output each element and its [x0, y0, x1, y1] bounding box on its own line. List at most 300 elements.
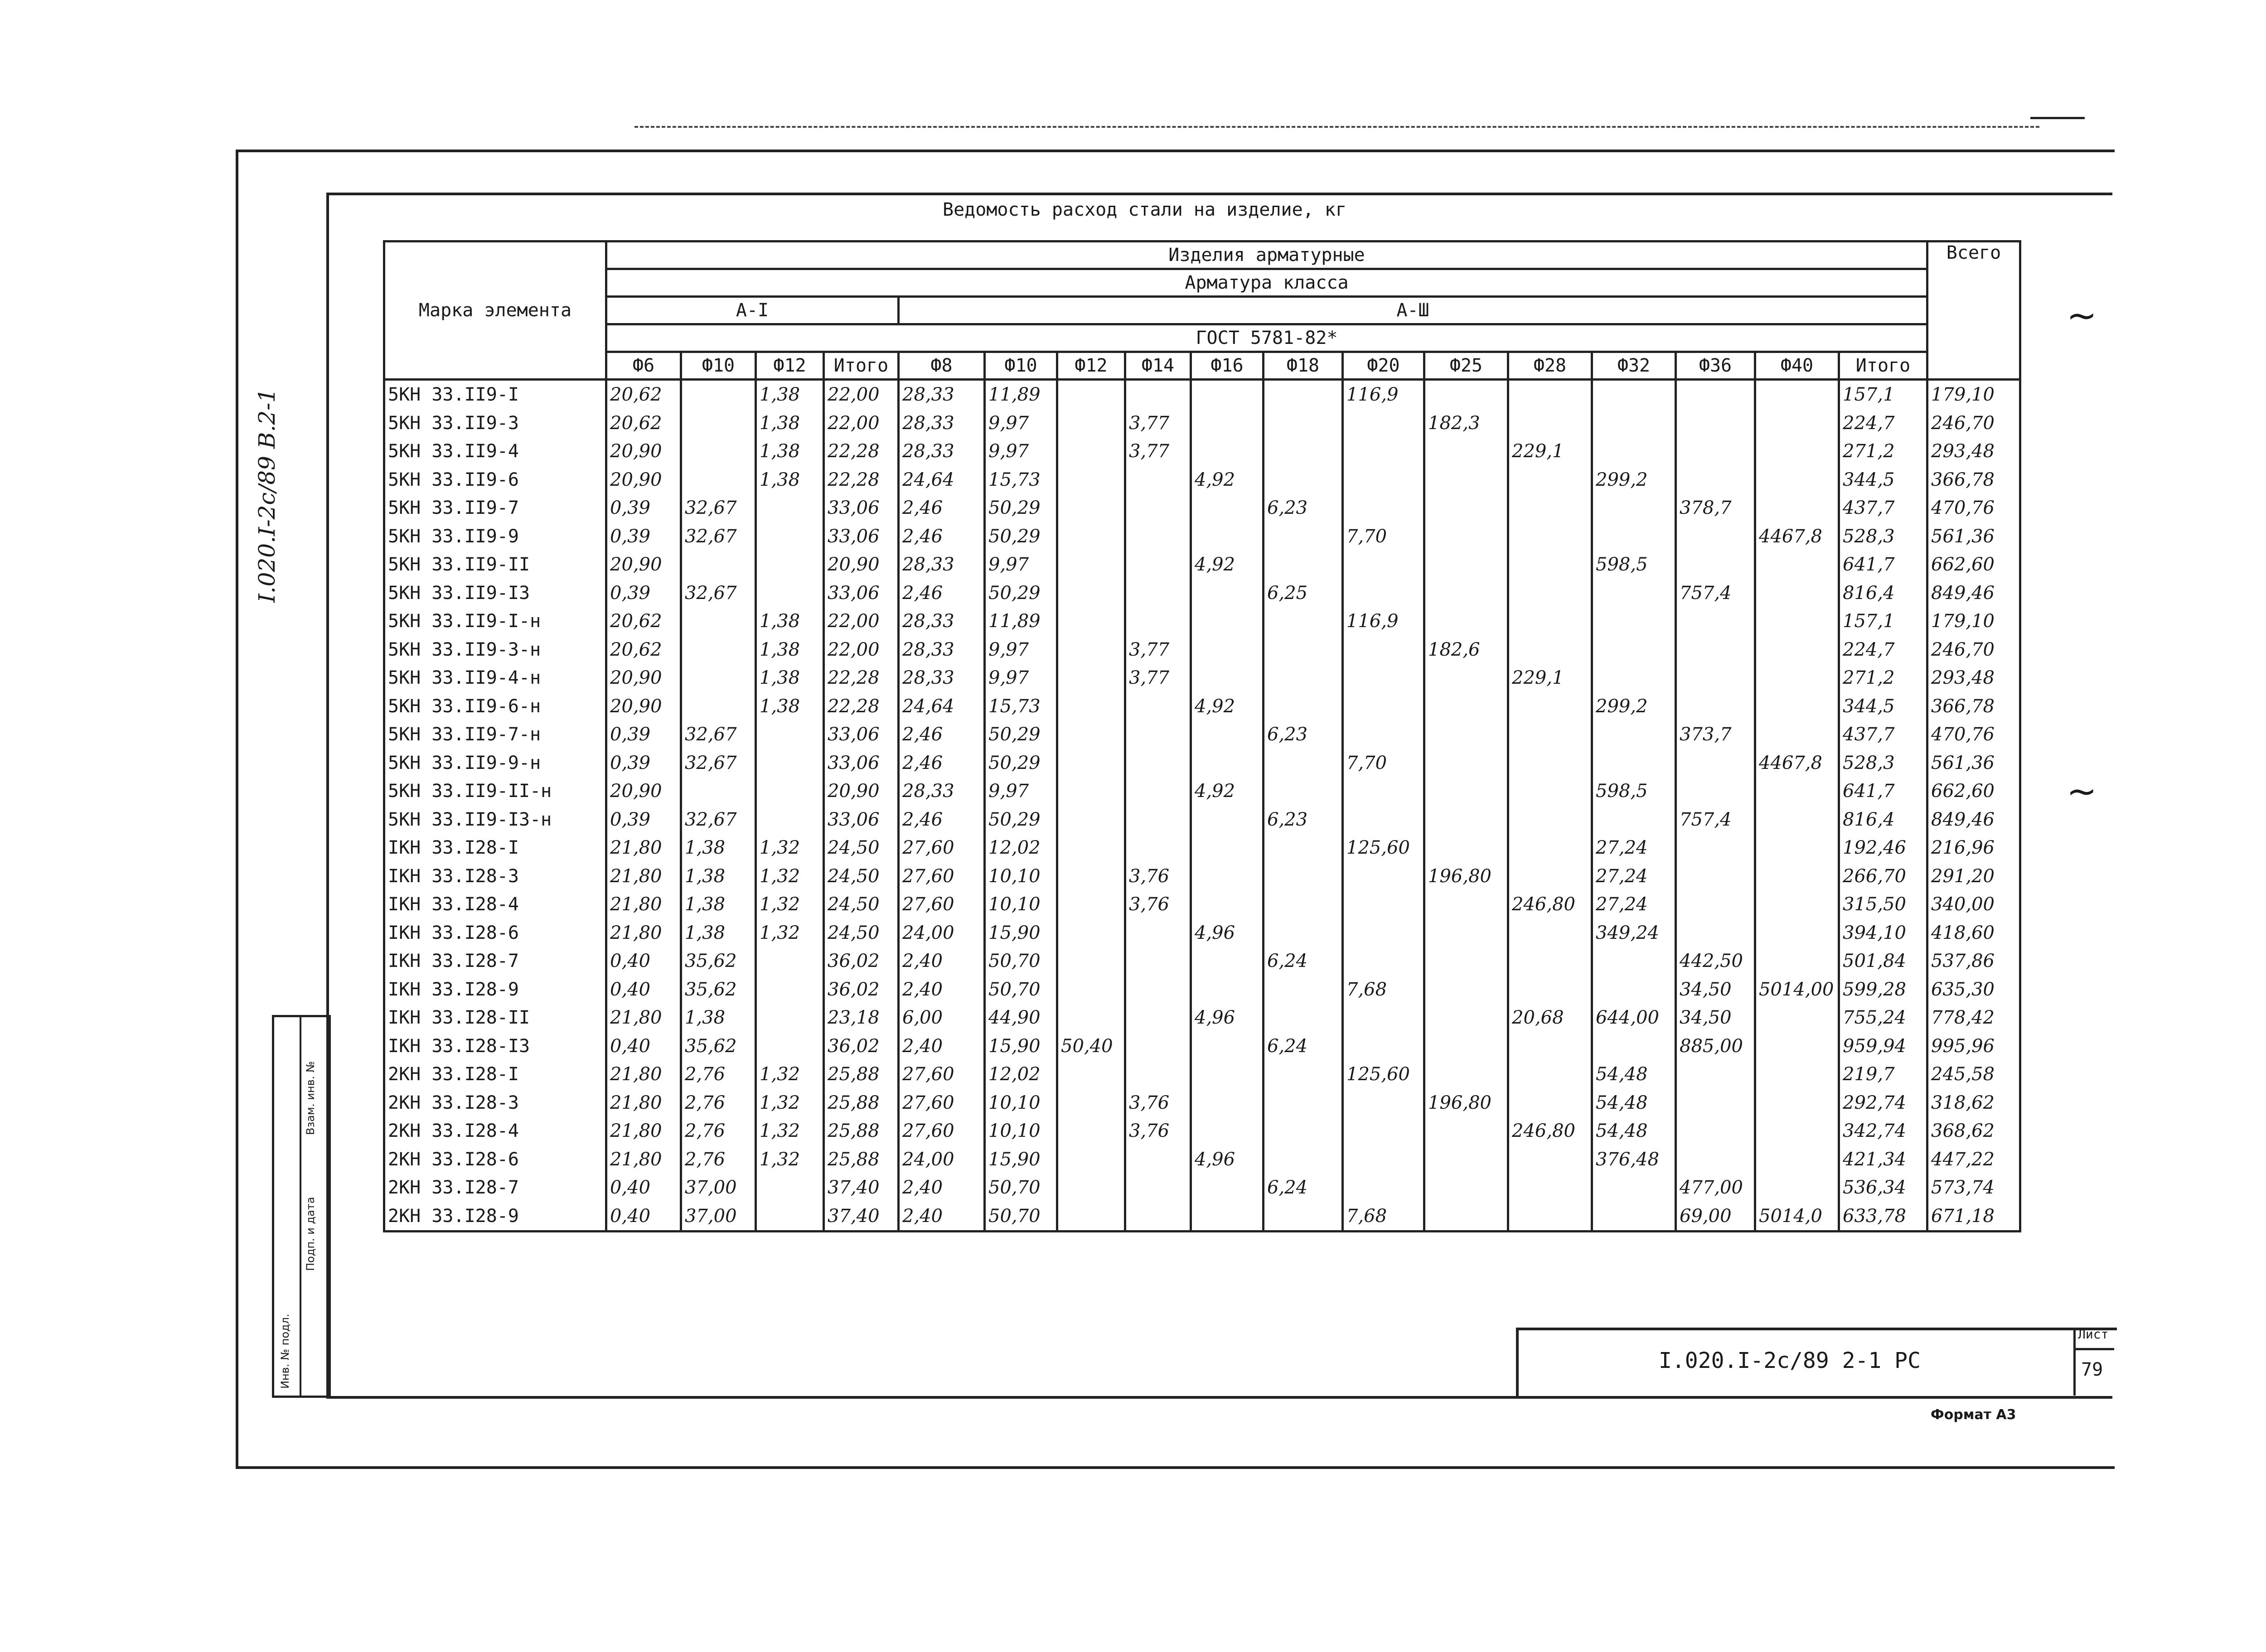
value-cell: 27,24 — [1592, 834, 1676, 862]
value-cell — [1755, 1089, 1839, 1117]
value-cell — [1125, 749, 1191, 778]
value-cell: 125,60 — [1343, 834, 1424, 862]
side-document-code: I.020.I-2c/89 В.2-1 — [254, 388, 280, 603]
value-cell — [756, 1174, 824, 1202]
value-cell: 271,2 — [1839, 664, 1927, 692]
value-cell — [1264, 551, 1343, 579]
table-row — [384, 1004, 2020, 1032]
value-cell: 27,24 — [1592, 890, 1676, 919]
value-cell — [1343, 466, 1424, 494]
element-mark-cell: 2КН 33.I28-4 — [384, 1117, 606, 1145]
value-cell: 662,60 — [1927, 777, 2020, 806]
value-cell — [1125, 947, 1191, 976]
value-cell: 447,22 — [1927, 1145, 2020, 1174]
value-cell — [1508, 947, 1592, 976]
value-cell: 20,90 — [606, 551, 681, 579]
table-row — [384, 466, 2020, 494]
value-cell: 3,76 — [1125, 1117, 1191, 1145]
value-cell: 1,38 — [756, 466, 824, 494]
element-mark-cell: IКН 33.I28-7 — [384, 947, 606, 976]
value-cell — [1592, 749, 1676, 778]
value-cell: 22,00 — [824, 607, 899, 636]
value-cell — [1508, 636, 1592, 664]
value-cell — [1264, 834, 1343, 862]
column-header: Ф16 — [1191, 352, 1264, 380]
value-cell — [1057, 607, 1125, 636]
value-cell — [1125, 579, 1191, 608]
value-cell: 4,96 — [1191, 1004, 1264, 1032]
value-cell: 192,46 — [1839, 834, 1927, 862]
value-cell: 22,28 — [824, 466, 899, 494]
value-cell: 2,40 — [899, 1202, 985, 1232]
column-header: Ф25 — [1424, 352, 1508, 380]
value-cell: 3,76 — [1125, 890, 1191, 919]
value-cell: 9,97 — [985, 551, 1057, 579]
value-cell — [1755, 579, 1839, 608]
value-cell: 1,38 — [756, 380, 824, 409]
value-cell: 437,7 — [1839, 720, 1927, 749]
value-cell — [1424, 720, 1508, 749]
value-cell — [756, 579, 824, 608]
value-cell: 32,67 — [681, 579, 756, 608]
value-cell: 3,77 — [1125, 636, 1191, 664]
value-cell — [1755, 636, 1839, 664]
value-cell: 6,24 — [1264, 1032, 1343, 1061]
value-cell — [756, 1004, 824, 1032]
element-mark-cell: 5КН 33.II9-I3 — [384, 579, 606, 608]
value-cell — [1424, 692, 1508, 721]
value-cell — [1755, 919, 1839, 947]
value-cell: 995,96 — [1927, 1032, 2020, 1061]
value-cell — [1508, 494, 1592, 522]
value-cell: 37,00 — [681, 1174, 756, 1202]
value-cell: 50,29 — [985, 522, 1057, 551]
value-cell — [1125, 1004, 1191, 1032]
document-code: I.020.I-2c/89 2-1 РС — [1659, 1348, 1921, 1373]
value-cell — [1125, 1202, 1191, 1232]
value-cell — [681, 466, 756, 494]
value-cell — [1424, 522, 1508, 551]
value-cell — [1676, 692, 1755, 721]
value-cell: 20,90 — [824, 777, 899, 806]
value-cell — [1057, 551, 1125, 579]
value-cell — [1676, 919, 1755, 947]
value-cell: 1,38 — [756, 664, 824, 692]
element-mark-cell: IКН 33.I28-3 — [384, 862, 606, 891]
value-cell — [1191, 1117, 1264, 1145]
value-cell — [1057, 976, 1125, 1004]
value-cell: 344,5 — [1839, 692, 1927, 721]
value-cell: 4,92 — [1191, 777, 1264, 806]
value-cell — [756, 976, 824, 1004]
value-cell — [1676, 1060, 1755, 1089]
value-cell: 0,39 — [606, 749, 681, 778]
value-cell — [1343, 636, 1424, 664]
value-cell — [1755, 720, 1839, 749]
value-cell: 315,50 — [1839, 890, 1927, 919]
break-mark: ~ — [2067, 295, 2097, 337]
value-cell — [1264, 466, 1343, 494]
value-cell: 292,74 — [1839, 1089, 1927, 1117]
value-cell — [1125, 607, 1191, 636]
value-cell — [1125, 1060, 1191, 1089]
value-cell — [1676, 834, 1755, 862]
value-cell: 9,97 — [985, 409, 1057, 438]
value-cell — [1676, 380, 1755, 409]
value-cell — [1343, 494, 1424, 522]
value-cell: 179,10 — [1927, 607, 2020, 636]
value-cell: 0,40 — [606, 1202, 681, 1232]
value-cell — [1057, 1060, 1125, 1089]
value-cell: 6,24 — [1264, 1174, 1343, 1202]
value-cell: 561,36 — [1927, 522, 2020, 551]
value-cell — [1191, 607, 1264, 636]
top-dash-line — [2030, 117, 2085, 119]
value-cell: 7,68 — [1343, 1202, 1424, 1232]
value-cell: 266,70 — [1839, 862, 1927, 891]
value-cell — [1125, 494, 1191, 522]
value-cell: 28,33 — [899, 607, 985, 636]
table-row — [384, 890, 2020, 919]
value-cell: 36,02 — [824, 1032, 899, 1061]
value-cell — [1755, 607, 1839, 636]
value-cell — [1343, 919, 1424, 947]
value-cell — [1424, 777, 1508, 806]
value-cell — [1057, 947, 1125, 976]
value-cell: 28,33 — [899, 380, 985, 409]
value-cell — [1191, 976, 1264, 1004]
value-cell: 1,38 — [681, 919, 756, 947]
column-header: Ф12 — [756, 352, 824, 380]
value-cell: 10,10 — [985, 890, 1057, 919]
value-cell: 2,76 — [681, 1089, 756, 1117]
table-row — [384, 1202, 2020, 1232]
table-row — [384, 1117, 2020, 1145]
value-cell: 3,77 — [1125, 437, 1191, 466]
value-cell — [1057, 522, 1125, 551]
value-cell: 349,24 — [1592, 919, 1676, 947]
value-cell: 15,90 — [985, 1145, 1057, 1174]
value-cell — [1343, 890, 1424, 919]
value-cell: 1,32 — [756, 1089, 824, 1117]
value-cell — [1057, 1145, 1125, 1174]
value-cell — [1592, 720, 1676, 749]
value-cell — [756, 720, 824, 749]
column-header: Ф20 — [1343, 352, 1424, 380]
value-cell — [1592, 409, 1676, 438]
value-cell: 32,67 — [681, 720, 756, 749]
value-cell: 757,4 — [1676, 579, 1755, 608]
value-cell — [1592, 522, 1676, 551]
value-cell — [1343, 1117, 1424, 1145]
value-cell — [1755, 551, 1839, 579]
value-cell: 1,38 — [756, 437, 824, 466]
value-cell — [681, 380, 756, 409]
value-cell — [1343, 664, 1424, 692]
value-cell — [1424, 749, 1508, 778]
value-cell — [1191, 947, 1264, 976]
value-cell — [1057, 777, 1125, 806]
value-cell — [1424, 890, 1508, 919]
value-cell: 33,06 — [824, 494, 899, 522]
value-cell — [1676, 777, 1755, 806]
value-cell: 1,32 — [756, 1145, 824, 1174]
value-cell — [1343, 806, 1424, 834]
value-cell: 35,62 — [681, 1032, 756, 1061]
value-cell — [1592, 636, 1676, 664]
value-cell — [1191, 749, 1264, 778]
value-cell — [1508, 607, 1592, 636]
value-cell: 318,62 — [1927, 1089, 2020, 1117]
value-cell: 20,90 — [606, 777, 681, 806]
value-cell: 224,7 — [1839, 409, 1927, 438]
value-cell — [1125, 1145, 1191, 1174]
value-cell: 378,7 — [1676, 494, 1755, 522]
table-row — [384, 720, 2020, 749]
value-cell — [1592, 494, 1676, 522]
value-cell — [1343, 720, 1424, 749]
value-cell — [1592, 380, 1676, 409]
value-cell: 2,76 — [681, 1117, 756, 1145]
value-cell — [1508, 1174, 1592, 1202]
element-mark-cell: 5КН 33.II9-6 — [384, 466, 606, 494]
value-cell: 229,1 — [1508, 437, 1592, 466]
column-header: Ф28 — [1508, 352, 1592, 380]
header-mark: Марка элемента — [384, 242, 606, 380]
value-cell — [1676, 890, 1755, 919]
value-cell: 4,92 — [1191, 692, 1264, 721]
value-cell — [1676, 862, 1755, 891]
value-cell: 2,40 — [899, 1174, 985, 1202]
approval-strip — [272, 1015, 331, 1398]
value-cell — [681, 777, 756, 806]
value-cell: 2,40 — [899, 1032, 985, 1061]
value-cell — [1508, 1089, 1592, 1117]
table-row — [384, 551, 2020, 579]
value-cell — [1508, 522, 1592, 551]
value-cell: 24,00 — [899, 919, 985, 947]
value-cell — [1264, 1004, 1343, 1032]
value-cell: 1,38 — [756, 636, 824, 664]
value-cell — [1676, 551, 1755, 579]
value-cell — [1264, 1202, 1343, 1232]
value-cell: 246,70 — [1927, 636, 2020, 664]
table-body — [384, 380, 2020, 1232]
value-cell — [1191, 1032, 1264, 1061]
value-cell: 6,23 — [1264, 806, 1343, 834]
value-cell — [1057, 466, 1125, 494]
value-cell — [1755, 862, 1839, 891]
value-cell — [1264, 1089, 1343, 1117]
value-cell: 2,76 — [681, 1145, 756, 1174]
value-cell: 50,70 — [985, 1174, 1057, 1202]
value-cell — [1676, 636, 1755, 664]
value-cell — [1592, 976, 1676, 1004]
value-cell — [1191, 1174, 1264, 1202]
value-cell: 0,39 — [606, 806, 681, 834]
header-a3: А-Ш — [899, 297, 1927, 324]
value-cell: 20,90 — [606, 664, 681, 692]
value-cell: 35,62 — [681, 947, 756, 976]
value-cell: 33,06 — [824, 806, 899, 834]
value-cell — [1125, 380, 1191, 409]
value-cell: 28,33 — [899, 777, 985, 806]
value-cell: 11,89 — [985, 607, 1057, 636]
value-cell — [1508, 1060, 1592, 1089]
value-cell: 0,39 — [606, 522, 681, 551]
value-cell: 573,74 — [1927, 1174, 2020, 1202]
value-cell: 21,80 — [606, 834, 681, 862]
value-cell — [1424, 834, 1508, 862]
value-cell: 12,02 — [985, 1060, 1057, 1089]
break-mark: ~ — [2067, 770, 2097, 812]
value-cell: 54,48 — [1592, 1060, 1676, 1089]
column-header: Ф8 — [899, 352, 985, 380]
value-cell: 366,78 — [1927, 466, 2020, 494]
strip-column — [300, 1017, 325, 1396]
value-cell: 536,34 — [1839, 1174, 1927, 1202]
value-cell: 10,10 — [985, 862, 1057, 891]
value-cell: 501,84 — [1839, 947, 1927, 976]
value-cell: 293,48 — [1927, 664, 2020, 692]
value-cell: 6,25 — [1264, 579, 1343, 608]
value-cell — [1508, 551, 1592, 579]
value-cell: 299,2 — [1592, 466, 1676, 494]
value-cell: 366,78 — [1927, 692, 2020, 721]
column-header: Ф14 — [1125, 352, 1191, 380]
value-cell: 50,29 — [985, 720, 1057, 749]
header-total: Всего — [1927, 242, 2020, 380]
value-cell: 15,90 — [985, 919, 1057, 947]
value-cell: 1,38 — [756, 692, 824, 721]
value-cell: 598,5 — [1592, 551, 1676, 579]
value-cell — [1508, 466, 1592, 494]
value-cell: 216,96 — [1927, 834, 2020, 862]
value-cell: 9,97 — [985, 664, 1057, 692]
value-cell: 1,32 — [756, 862, 824, 891]
value-cell — [1125, 806, 1191, 834]
value-cell: 1,32 — [756, 1117, 824, 1145]
value-cell: 32,67 — [681, 806, 756, 834]
table-row — [384, 1145, 2020, 1174]
value-cell — [1057, 890, 1125, 919]
format-label: Формат А3 — [1931, 1407, 2016, 1423]
value-cell — [1057, 692, 1125, 721]
value-cell — [1424, 380, 1508, 409]
value-cell — [1755, 890, 1839, 919]
value-cell: 25,88 — [824, 1117, 899, 1145]
header-gost: ГОСТ 5781-82* — [606, 324, 1927, 352]
value-cell: 196,80 — [1424, 862, 1508, 891]
value-cell — [681, 607, 756, 636]
value-cell: 470,76 — [1927, 494, 2020, 522]
value-cell — [1424, 1117, 1508, 1145]
value-cell: 3,77 — [1125, 409, 1191, 438]
table-row — [384, 806, 2020, 834]
table-row — [384, 692, 2020, 721]
value-cell: 7,70 — [1343, 749, 1424, 778]
value-cell: 4,92 — [1191, 551, 1264, 579]
value-cell — [756, 749, 824, 778]
value-cell: 2,46 — [899, 720, 985, 749]
value-cell — [1057, 806, 1125, 834]
element-mark-cell: 5КН 33.II9-II — [384, 551, 606, 579]
value-cell: 32,67 — [681, 522, 756, 551]
value-cell: 2,46 — [899, 494, 985, 522]
column-header-row — [384, 352, 2020, 380]
value-cell: 4467,8 — [1755, 522, 1839, 551]
value-cell — [1755, 494, 1839, 522]
value-cell: 22,00 — [824, 380, 899, 409]
value-cell: 50,70 — [985, 976, 1057, 1004]
value-cell — [1424, 1202, 1508, 1232]
value-cell — [1755, 380, 1839, 409]
value-cell: 34,50 — [1676, 976, 1755, 1004]
value-cell: 28,33 — [899, 437, 985, 466]
value-cell — [1264, 664, 1343, 692]
value-cell: 21,80 — [606, 862, 681, 891]
value-cell: 15,73 — [985, 692, 1057, 721]
value-cell — [1264, 1117, 1343, 1145]
strip-label: Инв. № подл. — [279, 1314, 291, 1389]
element-mark-cell: 5КН 33.II9-7-н — [384, 720, 606, 749]
value-cell: 1,32 — [756, 890, 824, 919]
value-cell: 816,4 — [1839, 806, 1927, 834]
value-cell — [1676, 1145, 1755, 1174]
value-cell — [1125, 919, 1191, 947]
value-cell — [1755, 664, 1839, 692]
column-header: Ф10 — [681, 352, 756, 380]
element-mark-cell: 5КН 33.II9-I-н — [384, 607, 606, 636]
value-cell: 293,48 — [1927, 437, 2020, 466]
value-cell — [1343, 1089, 1424, 1117]
value-cell — [1264, 749, 1343, 778]
value-cell: 24,50 — [824, 834, 899, 862]
value-cell: 20,62 — [606, 409, 681, 438]
value-cell: 528,3 — [1839, 749, 1927, 778]
value-cell: 561,36 — [1927, 749, 2020, 778]
element-mark-cell: 5КН 33.II9-4-н — [384, 664, 606, 692]
value-cell: 28,33 — [899, 636, 985, 664]
value-cell — [1676, 437, 1755, 466]
value-cell — [1592, 947, 1676, 976]
element-mark-cell: 5КН 33.II9-7 — [384, 494, 606, 522]
value-cell: 182,6 — [1424, 636, 1508, 664]
value-cell: 342,74 — [1839, 1117, 1927, 1145]
value-cell: 0,40 — [606, 1174, 681, 1202]
value-cell — [1508, 579, 1592, 608]
value-cell — [1508, 749, 1592, 778]
value-cell: 1,38 — [681, 1004, 756, 1032]
value-cell: 27,60 — [899, 834, 985, 862]
value-cell — [1508, 919, 1592, 947]
value-cell — [1191, 834, 1264, 862]
element-mark-cell: IКН 33.I28-I — [384, 834, 606, 862]
column-header: Итого — [1839, 352, 1927, 380]
element-mark-cell: 5КН 33.II9-I — [384, 380, 606, 409]
element-mark-cell: 2КН 33.I28-I — [384, 1060, 606, 1089]
value-cell — [1508, 1202, 1592, 1232]
value-cell — [1191, 1202, 1264, 1232]
value-cell: 246,80 — [1508, 890, 1592, 919]
value-cell — [1508, 777, 1592, 806]
value-cell — [1755, 834, 1839, 862]
element-mark-cell: 2КН 33.I28-7 — [384, 1174, 606, 1202]
value-cell: 849,46 — [1927, 806, 2020, 834]
value-cell: 50,29 — [985, 494, 1057, 522]
value-cell: 20,90 — [824, 551, 899, 579]
value-cell: 24,00 — [899, 1145, 985, 1174]
